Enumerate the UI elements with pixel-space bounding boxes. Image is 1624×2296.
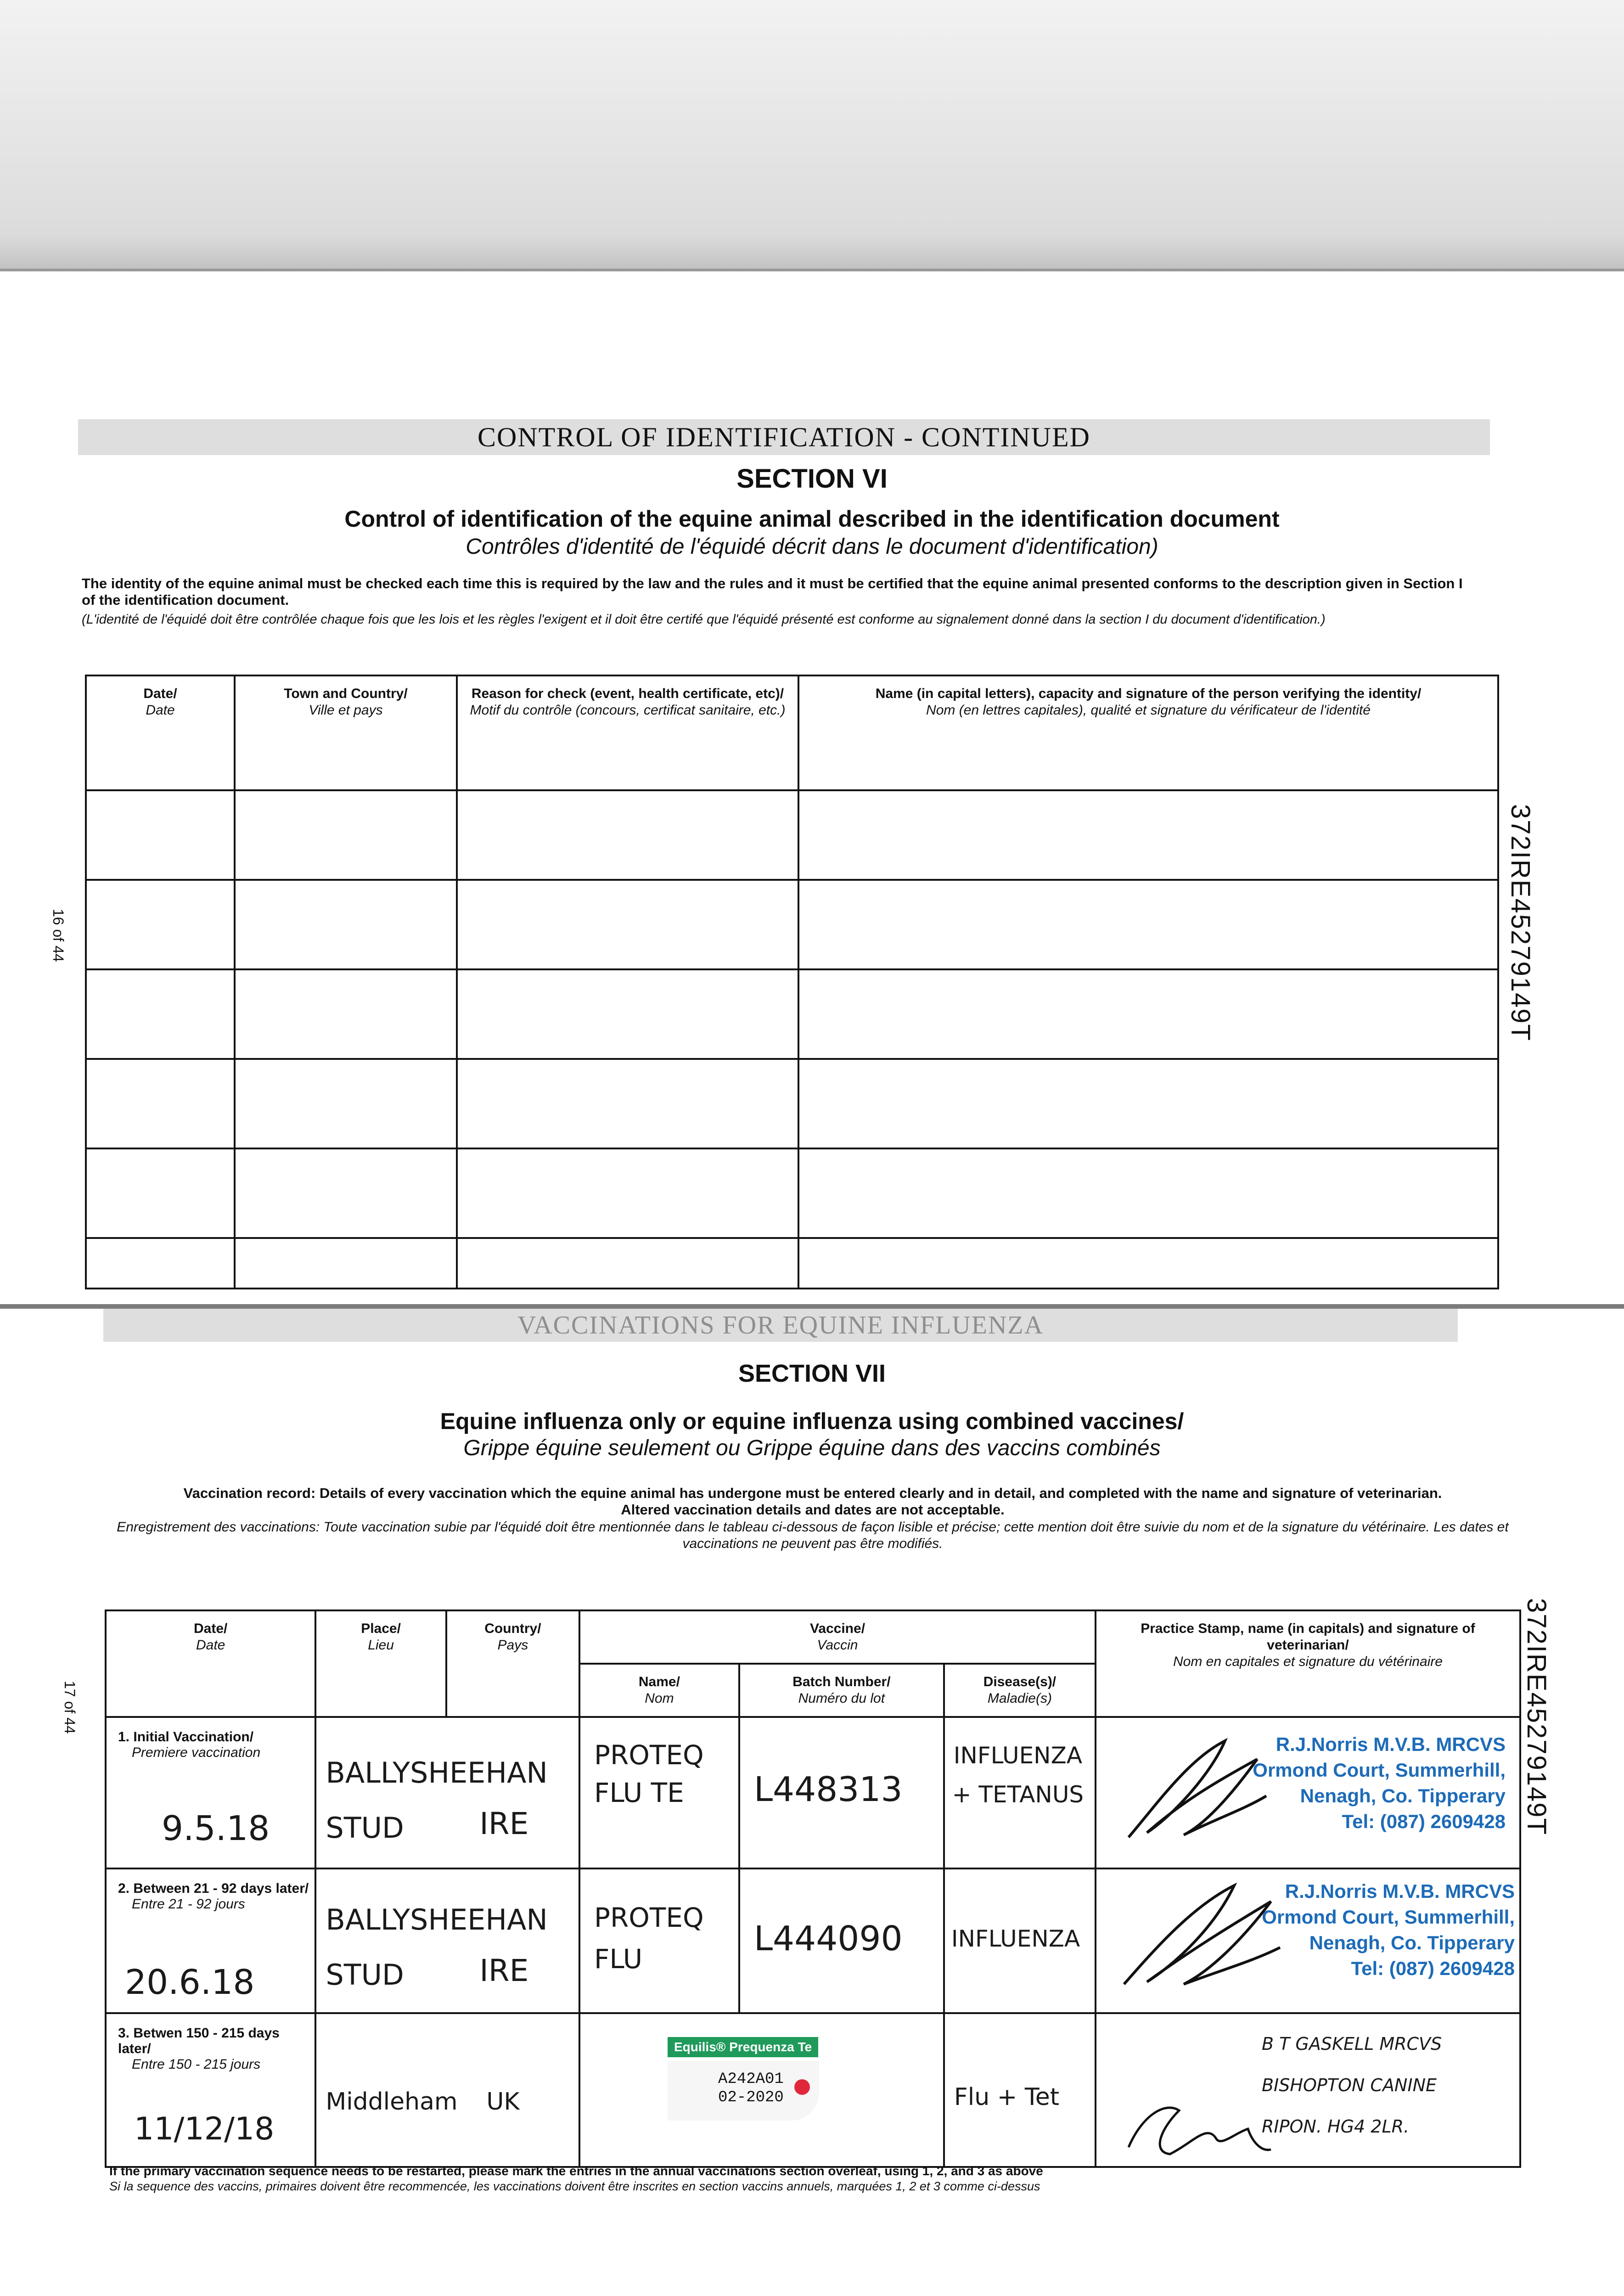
row3-vaccine-sticker-cell[interactable] bbox=[579, 2013, 944, 2167]
header-date-en: Date/ bbox=[143, 686, 177, 701]
row1-country: IRE bbox=[479, 1806, 529, 1841]
header-disease-en: Disease(s)/ bbox=[983, 1674, 1056, 1689]
row2-stamp-line: R.J.Norris M.V.B. MRCVS bbox=[1285, 1880, 1515, 1902]
row3-label-fr: Entre 150 - 215 jours bbox=[132, 2057, 261, 2072]
col-country-header bbox=[446, 1610, 579, 1717]
row1-stamp-line: Nenagh, Co. Tipperary bbox=[1300, 1785, 1506, 1806]
row2-vaccine-name-cell[interactable] bbox=[579, 1868, 739, 2013]
page17-section-title: SECTION VII bbox=[738, 1360, 886, 1387]
row1-vaccine-name-cell[interactable] bbox=[579, 1717, 739, 1868]
row1-place-country-cell[interactable] bbox=[315, 1717, 579, 1868]
cell-town[interactable] bbox=[235, 1059, 457, 1148]
row3-vet-note-line: BISHOPTON CANINE bbox=[1261, 2075, 1437, 2095]
row3-sticker-title: Equilis® Prequenza Te bbox=[668, 2037, 818, 2057]
page16-heading-en: Control of identification of the equine animal described in the identification document bbox=[344, 506, 1280, 532]
row2-stamp-line: Nenagh, Co. Tipperary bbox=[1309, 1932, 1515, 1953]
row2-place-country-cell[interactable] bbox=[315, 1868, 579, 2013]
page16-note-en: The identity of the equine animal must be checked each time this is required by the law and the rules and it must be certified that the equine animal presented conforms to the description given in Section I of the identification document. bbox=[82, 575, 1463, 608]
cell-name[interactable] bbox=[798, 1148, 1498, 1238]
page16-section-title: SECTION VI bbox=[736, 464, 888, 494]
header-place-en: Place/ bbox=[361, 1621, 401, 1636]
table-row bbox=[86, 1238, 1498, 1289]
header-name-fr: Nom bbox=[645, 1691, 674, 1706]
header-country-en: Country/ bbox=[484, 1621, 541, 1636]
header-stamp-fr: Nom en capitales et signature du vétérinaire bbox=[1173, 1654, 1443, 1669]
cell-date[interactable] bbox=[86, 1238, 235, 1289]
col-vaccine-header bbox=[579, 1610, 1096, 1664]
col-town-header bbox=[235, 675, 457, 790]
row2-label-fr: Entre 21 - 92 jours bbox=[132, 1896, 245, 1912]
col-stamp-header bbox=[1096, 1610, 1520, 1717]
row3-vet-note-line: RIPON. HG4 2LR. bbox=[1261, 2116, 1410, 2137]
col-batch-header bbox=[739, 1664, 944, 1717]
col-date-header bbox=[86, 675, 235, 790]
cell-town[interactable] bbox=[235, 969, 457, 1059]
row1-vaccine-name: PROTEQ FLU TE bbox=[594, 1739, 704, 1808]
header-batch-en: Batch Number/ bbox=[792, 1674, 891, 1689]
header-town-fr: Ville et pays bbox=[309, 703, 383, 718]
row2-stamp-line: Tel: (087) 2609428 bbox=[1351, 1958, 1515, 1979]
row3-disease: Flu + Tet bbox=[954, 2083, 1060, 2111]
page17-footer-en: If the primary vaccination sequence needs to be restarted, please mark the entries in the annual vaccinations section overleaf, using 1, 2, and 3 as above bbox=[109, 2164, 1043, 2178]
page-16 bbox=[0, 269, 1624, 1309]
row2-disease: INFLUENZA bbox=[951, 1925, 1080, 1952]
row2-batch-cell[interactable] bbox=[739, 1868, 944, 2013]
page17-side-reference: 372IRE45279149T bbox=[1522, 1598, 1551, 1835]
page16-banner: CONTROL OF IDENTIFICATION - CONTINUED bbox=[78, 419, 1490, 455]
row3-date-cell[interactable] bbox=[106, 2013, 315, 2167]
row3-sticker-exp: 02-2020 bbox=[718, 2089, 784, 2106]
cell-date[interactable] bbox=[86, 969, 235, 1059]
row3-label-en: 3. Betwen 150 - 215 days later/ bbox=[118, 2026, 280, 2056]
row1-place: BALLYSHEEHAN STUD bbox=[326, 1756, 548, 1845]
header-batch-fr: Numéro du lot bbox=[798, 1691, 885, 1706]
page16-side-reference: 372IRE45279149T bbox=[1506, 804, 1535, 1041]
row1-disease-cell[interactable] bbox=[944, 1717, 1096, 1868]
cell-town[interactable] bbox=[235, 1238, 457, 1289]
table-row bbox=[86, 1148, 1498, 1238]
row3-date: 11/12/18 bbox=[134, 2111, 275, 2147]
table-row bbox=[106, 2013, 1520, 2167]
row1-stamp-line: Tel: (087) 2609428 bbox=[1342, 1811, 1506, 1832]
header-reason-en: Reason for check (event, health certificate, etc)/ bbox=[471, 686, 784, 701]
table-row bbox=[106, 1717, 1520, 1868]
row3-sticker-lot: A242A01 bbox=[718, 2071, 784, 2088]
table-row bbox=[86, 880, 1498, 969]
cell-name[interactable] bbox=[798, 880, 1498, 969]
row1-batch-cell[interactable] bbox=[739, 1717, 944, 1868]
header-date-fr: Date bbox=[196, 1638, 225, 1653]
page-17 bbox=[0, 1304, 1624, 2296]
row3-disease-cell[interactable] bbox=[944, 2013, 1096, 2167]
row2-stamp-cell[interactable] bbox=[1096, 1868, 1520, 2013]
header-name-fr: Nom (en lettres capitales), qualité et signature du vérificateur de l'identité bbox=[926, 703, 1371, 718]
cell-name[interactable] bbox=[798, 1059, 1498, 1148]
cell-date[interactable] bbox=[86, 790, 235, 880]
header-vaccine-en: Vaccine/ bbox=[809, 1621, 865, 1636]
header-date-fr: Date bbox=[146, 703, 175, 718]
row3-vet-note-line: B T GASKELL MRCVS bbox=[1261, 2034, 1442, 2054]
row1-batch: L448313 bbox=[753, 1770, 903, 1809]
row3-stamp-cell[interactable] bbox=[1096, 2013, 1520, 2167]
header-date-en: Date/ bbox=[193, 1621, 228, 1636]
row1-label-en: 1. Initial Vaccination/ bbox=[118, 1729, 254, 1745]
header-disease-fr: Maladie(s) bbox=[987, 1691, 1052, 1706]
row1-date-cell[interactable] bbox=[106, 1717, 315, 1868]
page16-note-fr: (L'identité de l'équidé doit être contrôlée chaque fois que les lois et les règles l'exigent et il doit être certifé que l'équidé présenté est conforme au signalement donné dans la section I du document d'identification.) bbox=[82, 612, 1326, 627]
header-place-fr: Lieu bbox=[368, 1638, 394, 1653]
col-reason-header bbox=[457, 675, 798, 790]
cell-date[interactable] bbox=[86, 880, 235, 969]
page17-banner: VACCINATIONS FOR EQUINE INFLUENZA bbox=[103, 1309, 1458, 1342]
row1-label-fr: Premiere vaccination bbox=[132, 1745, 261, 1760]
page17-number: 17 of 44 bbox=[62, 1681, 78, 1734]
cell-town[interactable] bbox=[235, 880, 457, 969]
row2-disease-cell[interactable] bbox=[944, 1868, 1096, 2013]
cell-town[interactable] bbox=[235, 790, 457, 880]
row1-date: 9.5.18 bbox=[162, 1809, 270, 1848]
table-row bbox=[86, 790, 1498, 880]
page17-note-en-2: Altered vaccination details and dates are not acceptable. bbox=[621, 1502, 1005, 1518]
cell-reason[interactable] bbox=[457, 969, 798, 1059]
scan-background bbox=[0, 0, 1624, 276]
row2-place: BALLYSHEEHAN STUD bbox=[326, 1903, 548, 1992]
cell-date[interactable] bbox=[86, 1059, 235, 1148]
cell-name[interactable] bbox=[798, 790, 1498, 880]
table-row bbox=[106, 1868, 1520, 2013]
row3-place-country-cell[interactable] bbox=[315, 2013, 579, 2167]
row2-date-cell[interactable] bbox=[106, 1868, 315, 2013]
row1-stamp-line: Ormond Court, Summerhill, bbox=[1253, 1759, 1506, 1781]
header-town-en: Town and Country/ bbox=[284, 686, 408, 701]
cell-name[interactable] bbox=[798, 969, 1498, 1059]
page17-heading-fr: Grippe équine seulement ou Grippe équine dans des vaccins combinés bbox=[463, 1436, 1161, 1460]
header-reason-fr: Motif du contrôle (concours, certificat sanitaire, etc.) bbox=[470, 703, 786, 718]
row1-disease: INFLUENZA + TETANUS bbox=[952, 1742, 1084, 1808]
row2-vaccine-name: PROTEQ FLU bbox=[594, 1902, 704, 1975]
cell-reason[interactable] bbox=[457, 880, 798, 969]
page16-heading-fr: Contrôles d'identité de l'équidé décrit dans le document d'identification) bbox=[466, 535, 1158, 559]
row2-batch: L444090 bbox=[753, 1919, 903, 1958]
cell-reason[interactable] bbox=[457, 1059, 798, 1148]
header-name-en: Name/ bbox=[638, 1674, 680, 1689]
vaccination-table bbox=[105, 1609, 1521, 2168]
header-country-fr: Pays bbox=[497, 1638, 528, 1653]
identity-check-table bbox=[85, 675, 1499, 1289]
cell-town[interactable] bbox=[235, 1148, 457, 1238]
header-stamp-en: Practice Stamp, name (in capitals) and signature of veterinarian/ bbox=[1141, 1621, 1475, 1653]
page17-footer-fr: Si la sequence des vaccins, primaires doivent être recommencée, les vaccinations doivent être inscrites en section vaccins annuels, marquées 1, 2 et 3 comme ci-dessus bbox=[109, 2179, 1040, 2193]
col-vaccine-name-header bbox=[579, 1664, 739, 1717]
page16-number: 16 of 44 bbox=[50, 909, 67, 962]
cell-name[interactable] bbox=[798, 1238, 1498, 1289]
page17-heading-en: Equine influenza only or equine influenza using combined vaccines/ bbox=[440, 1408, 1184, 1434]
row1-stamp-line: R.J.Norris M.V.B. MRCVS bbox=[1276, 1733, 1506, 1755]
cell-reason[interactable] bbox=[457, 1238, 798, 1289]
row2-label-en: 2. Between 21 - 92 days later/ bbox=[118, 1881, 309, 1896]
cell-reason[interactable] bbox=[457, 1148, 798, 1238]
header-name-en: Name (in capital letters), capacity and signature of the person verifying the identity/ bbox=[875, 686, 1422, 701]
col-disease-header bbox=[944, 1664, 1096, 1717]
row2-country: IRE bbox=[479, 1953, 529, 1988]
col-place-header bbox=[315, 1610, 446, 1717]
row3-place: Middleham bbox=[326, 2088, 458, 2116]
row2-stamp-line: Ormond Court, Summerhill, bbox=[1262, 1906, 1515, 1928]
table-row bbox=[86, 969, 1498, 1059]
cell-date[interactable] bbox=[86, 1148, 235, 1238]
page17-note-fr: Enregistrement des vaccinations: Toute vaccination subie par l'équidé doit être mentionnée dans le tableau ci-dessous de façon lisible et précise; cette mention doit être suivie du nom et de la signature du vétérinaire. Les dates et vaccinations ne peuvent pas être modifiés. bbox=[117, 1519, 1509, 1551]
page17-note-en-1: Vaccination record: Details of every vaccination which the equine animal has undergone must be entered clearly and in detail, and completed with the name and signature of veterinarian. bbox=[183, 1485, 1442, 1501]
table-row bbox=[86, 1059, 1498, 1148]
row3-country: UK bbox=[486, 2088, 520, 2116]
row2-date: 20.6.18 bbox=[125, 1963, 255, 2002]
col-name-header bbox=[798, 675, 1498, 790]
col-date-header bbox=[106, 1610, 315, 1717]
cell-reason[interactable] bbox=[457, 790, 798, 880]
row3-signature bbox=[1115, 2074, 1280, 2166]
row1-stamp-cell[interactable] bbox=[1096, 1717, 1520, 1868]
header-vaccine-fr: Vaccin bbox=[817, 1638, 858, 1653]
row1-signature bbox=[1119, 1732, 1276, 1851]
